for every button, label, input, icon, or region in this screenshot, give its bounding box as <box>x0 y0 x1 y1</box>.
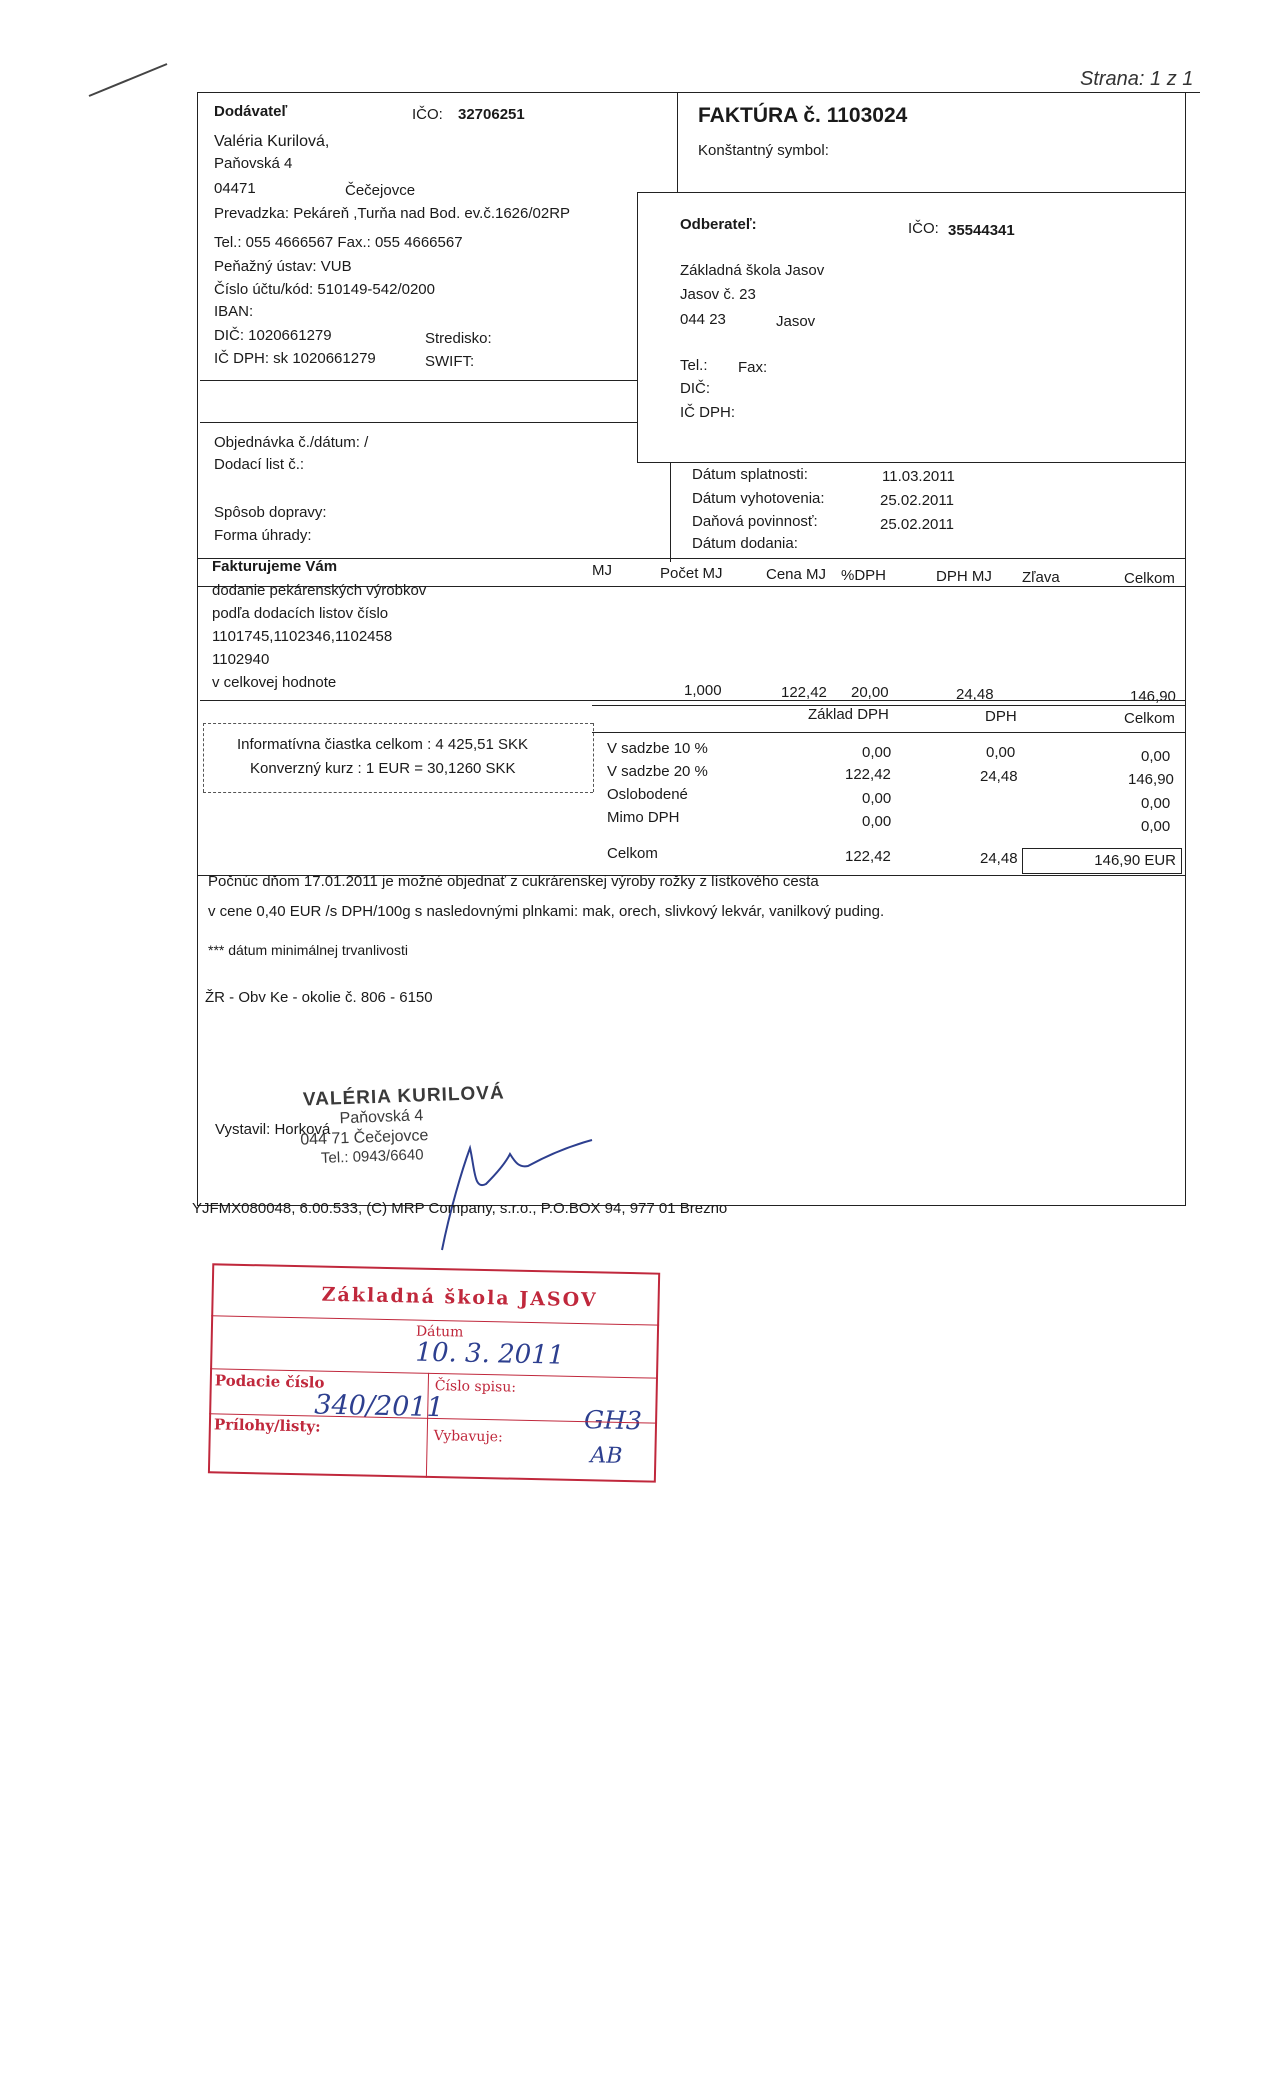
software-footer: YJFMX080048, 6.00.533, (C) MRP Company, s.r.o., P.O.BOX 94, 977 01 Brezno <box>192 1200 728 1217</box>
summary-label: V sadzbe 20 % <box>607 763 708 780</box>
stamp-podacie: 340/2011 <box>314 1389 445 1424</box>
supplier-ico: 32706251 <box>458 106 525 123</box>
summary-header-total: Celkom <box>1124 710 1175 727</box>
supplier-zip: 04471 <box>214 180 256 197</box>
supplier-name: Valéria Kurilová, <box>214 133 330 150</box>
items-header-qty: Počet MJ <box>660 565 723 582</box>
stamp-vybavuje-label: Vybavuje: <box>433 1427 503 1446</box>
grand-total-label: Celkom <box>607 845 658 862</box>
delivery-date-label: Dátum dodania: <box>692 535 798 552</box>
item-price: 122,42 <box>781 684 827 701</box>
issue-date: 25.02.2011 <box>880 492 954 509</box>
item-line: podľa dodacích listov číslo <box>212 605 389 622</box>
stamp-school: Základná škola JASOV <box>321 1283 598 1312</box>
summary-base: 0,00 <box>862 744 892 761</box>
customer-zip: 044 23 <box>680 311 726 328</box>
tax-date-label: Daňová povinnosť: <box>692 513 818 530</box>
item-vat-pct: 20,00 <box>851 684 889 701</box>
supplier-swift: SWIFT: <box>425 353 475 370</box>
supplier-street: Paňovská 4 <box>214 155 293 172</box>
item-line: v celkovej hodnote <box>212 674 337 691</box>
summary-total: 0,00 <box>1141 748 1171 765</box>
items-header-vat-pct: %DPH <box>841 567 887 584</box>
order-date: Objednávka č./dátum: / <box>214 434 369 451</box>
customer-ic-dph: IČ DPH: <box>680 404 736 421</box>
summary-vat: 0,00 <box>986 744 1016 761</box>
note-best-before: *** dátum minimálnej trvanlivosti <box>208 942 408 958</box>
summary-vat: 24,48 <box>980 768 1018 785</box>
items-header-mj: MJ <box>592 562 612 579</box>
customer-tel: Tel.: <box>680 357 708 374</box>
stamp-date-label: Dátum <box>415 1323 464 1341</box>
stamp-spis: GH3 <box>583 1405 643 1436</box>
customer-fax: Fax: <box>738 359 768 376</box>
items-header-total: Celkom <box>1124 570 1175 587</box>
summary-label: Oslobodené <box>607 786 688 803</box>
supplier-ico-label: IČO: <box>412 106 443 123</box>
stamp-vybavuje: AB <box>590 1443 623 1469</box>
stamp-date: 10. 3. 2011 <box>415 1337 565 1371</box>
registration-stamp <box>208 1263 662 1487</box>
summary-base: 122,42 <box>845 766 891 783</box>
note-pastry-price: v cene 0,40 EUR /s DPH/100g s nasledovnými plnkami: mak, orech, slivkový lekvár, vanilkový puding. <box>208 903 885 920</box>
issuer-label: Vystavil: Horková <box>215 1121 331 1138</box>
summary-label: Mimo DPH <box>607 809 680 826</box>
summary-total: 0,00 <box>1141 795 1171 812</box>
summary-total: 146,90 <box>1128 771 1174 788</box>
supplier-iban: IBAN: <box>214 303 254 320</box>
summary-base: 0,00 <box>862 790 892 807</box>
supplier-bank: Peňažný ústav: VUB <box>214 258 352 275</box>
customer-name: Základná škola Jasov <box>680 262 825 279</box>
item-line: 1102940 <box>212 651 270 668</box>
supplier-city: Čečejovce <box>345 182 416 199</box>
delivery-note: Dodací list č.: <box>214 456 305 473</box>
item-line: 1101745,1102346,1102458 <box>212 628 393 645</box>
customer-ico-label: IČO: <box>908 220 939 237</box>
item-total: 146,90 <box>1130 688 1176 705</box>
tax-date: 25.02.2011 <box>880 516 954 533</box>
note-pastry-offer: Počnúc dňom 17.01.2011 je možné objednať z cukrárenskej výroby rožky z lístkového cesta <box>208 873 819 890</box>
customer-dic: DIČ: <box>680 380 710 397</box>
due-date-label: Dátum splatnosti: <box>692 466 808 483</box>
item-qty: 1,000 <box>684 682 722 699</box>
supplier-heading: Dodávateľ <box>214 103 288 120</box>
summary-total: 0,00 <box>1141 818 1171 835</box>
summary-label: V sadzbe 10 % <box>607 740 708 757</box>
due-date: 11.03.2011 <box>882 468 955 485</box>
summary-header-base: Základ DPH <box>808 706 889 723</box>
customer-heading: Odberateľ: <box>680 216 757 233</box>
invoice-title: FAKTÚRA č. 1103024 <box>698 104 908 127</box>
items-header-price: Cena MJ <box>766 566 827 583</box>
summary-base: 0,00 <box>862 813 892 830</box>
summary-header-vat: DPH <box>985 708 1017 725</box>
info-conversion-rate: Konverzný kurz : 1 EUR = 30,1260 SKK <box>250 760 516 777</box>
stamp-spis-label: Číslo spisu: <box>434 1377 517 1396</box>
grand-total-amount: 146,90 EUR <box>1094 852 1176 869</box>
item-vat-mj: 24,48 <box>956 686 994 703</box>
customer-city: Jasov <box>776 313 816 330</box>
note-registration: ŽR - Obv Ke - okolie č. 806 - 6150 <box>205 989 433 1006</box>
supplier-account: Číslo účtu/kód: 510149-542/0200 <box>214 281 435 298</box>
stamp-name: VALÉRIA KURILOVÁ <box>302 1082 505 1111</box>
stamp-prilohy-label: Prílohy/listy: <box>213 1415 321 1436</box>
stamp-city: 044 71 Čečejovce <box>300 1127 429 1149</box>
items-header-vat-mj: DPH MJ <box>936 568 992 585</box>
grand-total-vat: 24,48 <box>980 850 1018 867</box>
customer-street: Jasov č. 23 <box>680 286 756 303</box>
payment-method: Forma úhrady: <box>214 527 312 544</box>
supplier-stredisko: Stredisko: <box>425 330 492 347</box>
grand-total-base: 122,42 <box>845 848 891 865</box>
item-line: dodanie pekárenských výrobkov <box>212 582 427 599</box>
stamp-podacie-label: Podacie číslo <box>214 1371 325 1392</box>
info-sum-skk: Informatívna čiastka celkom : 4 425,51 SKK <box>237 736 528 753</box>
page-number: Strana: 1 z 1 <box>1080 68 1194 90</box>
issue-date-label: Dátum vyhotovenia: <box>692 490 825 507</box>
supplier-ic-dph: IČ DPH: sk 1020661279 <box>214 350 376 367</box>
stamp-phone: Tel.: 0943/6640 <box>320 1146 424 1167</box>
transport-method: Spôsob dopravy: <box>214 504 327 521</box>
supplier-dic: DIČ: 1020661279 <box>214 327 332 344</box>
customer-ico: 35544341 <box>948 222 1015 239</box>
signature <box>420 1110 600 1260</box>
items-header-discount: Zľava <box>1022 569 1060 586</box>
constant-symbol: Konštantný symbol: <box>698 142 829 159</box>
items-header-desc: Fakturujeme Vám <box>212 558 338 575</box>
staple-mark <box>85 58 175 103</box>
supplier-plant: Prevadzka: Pekáreň ,Turňa nad Bod. ev.č.1626/02RP <box>214 205 571 222</box>
supplier-phone: Tel.: 055 4666567 Fax.: 055 4666567 <box>214 234 463 251</box>
stamp-street: Paňovská 4 <box>339 1107 424 1128</box>
